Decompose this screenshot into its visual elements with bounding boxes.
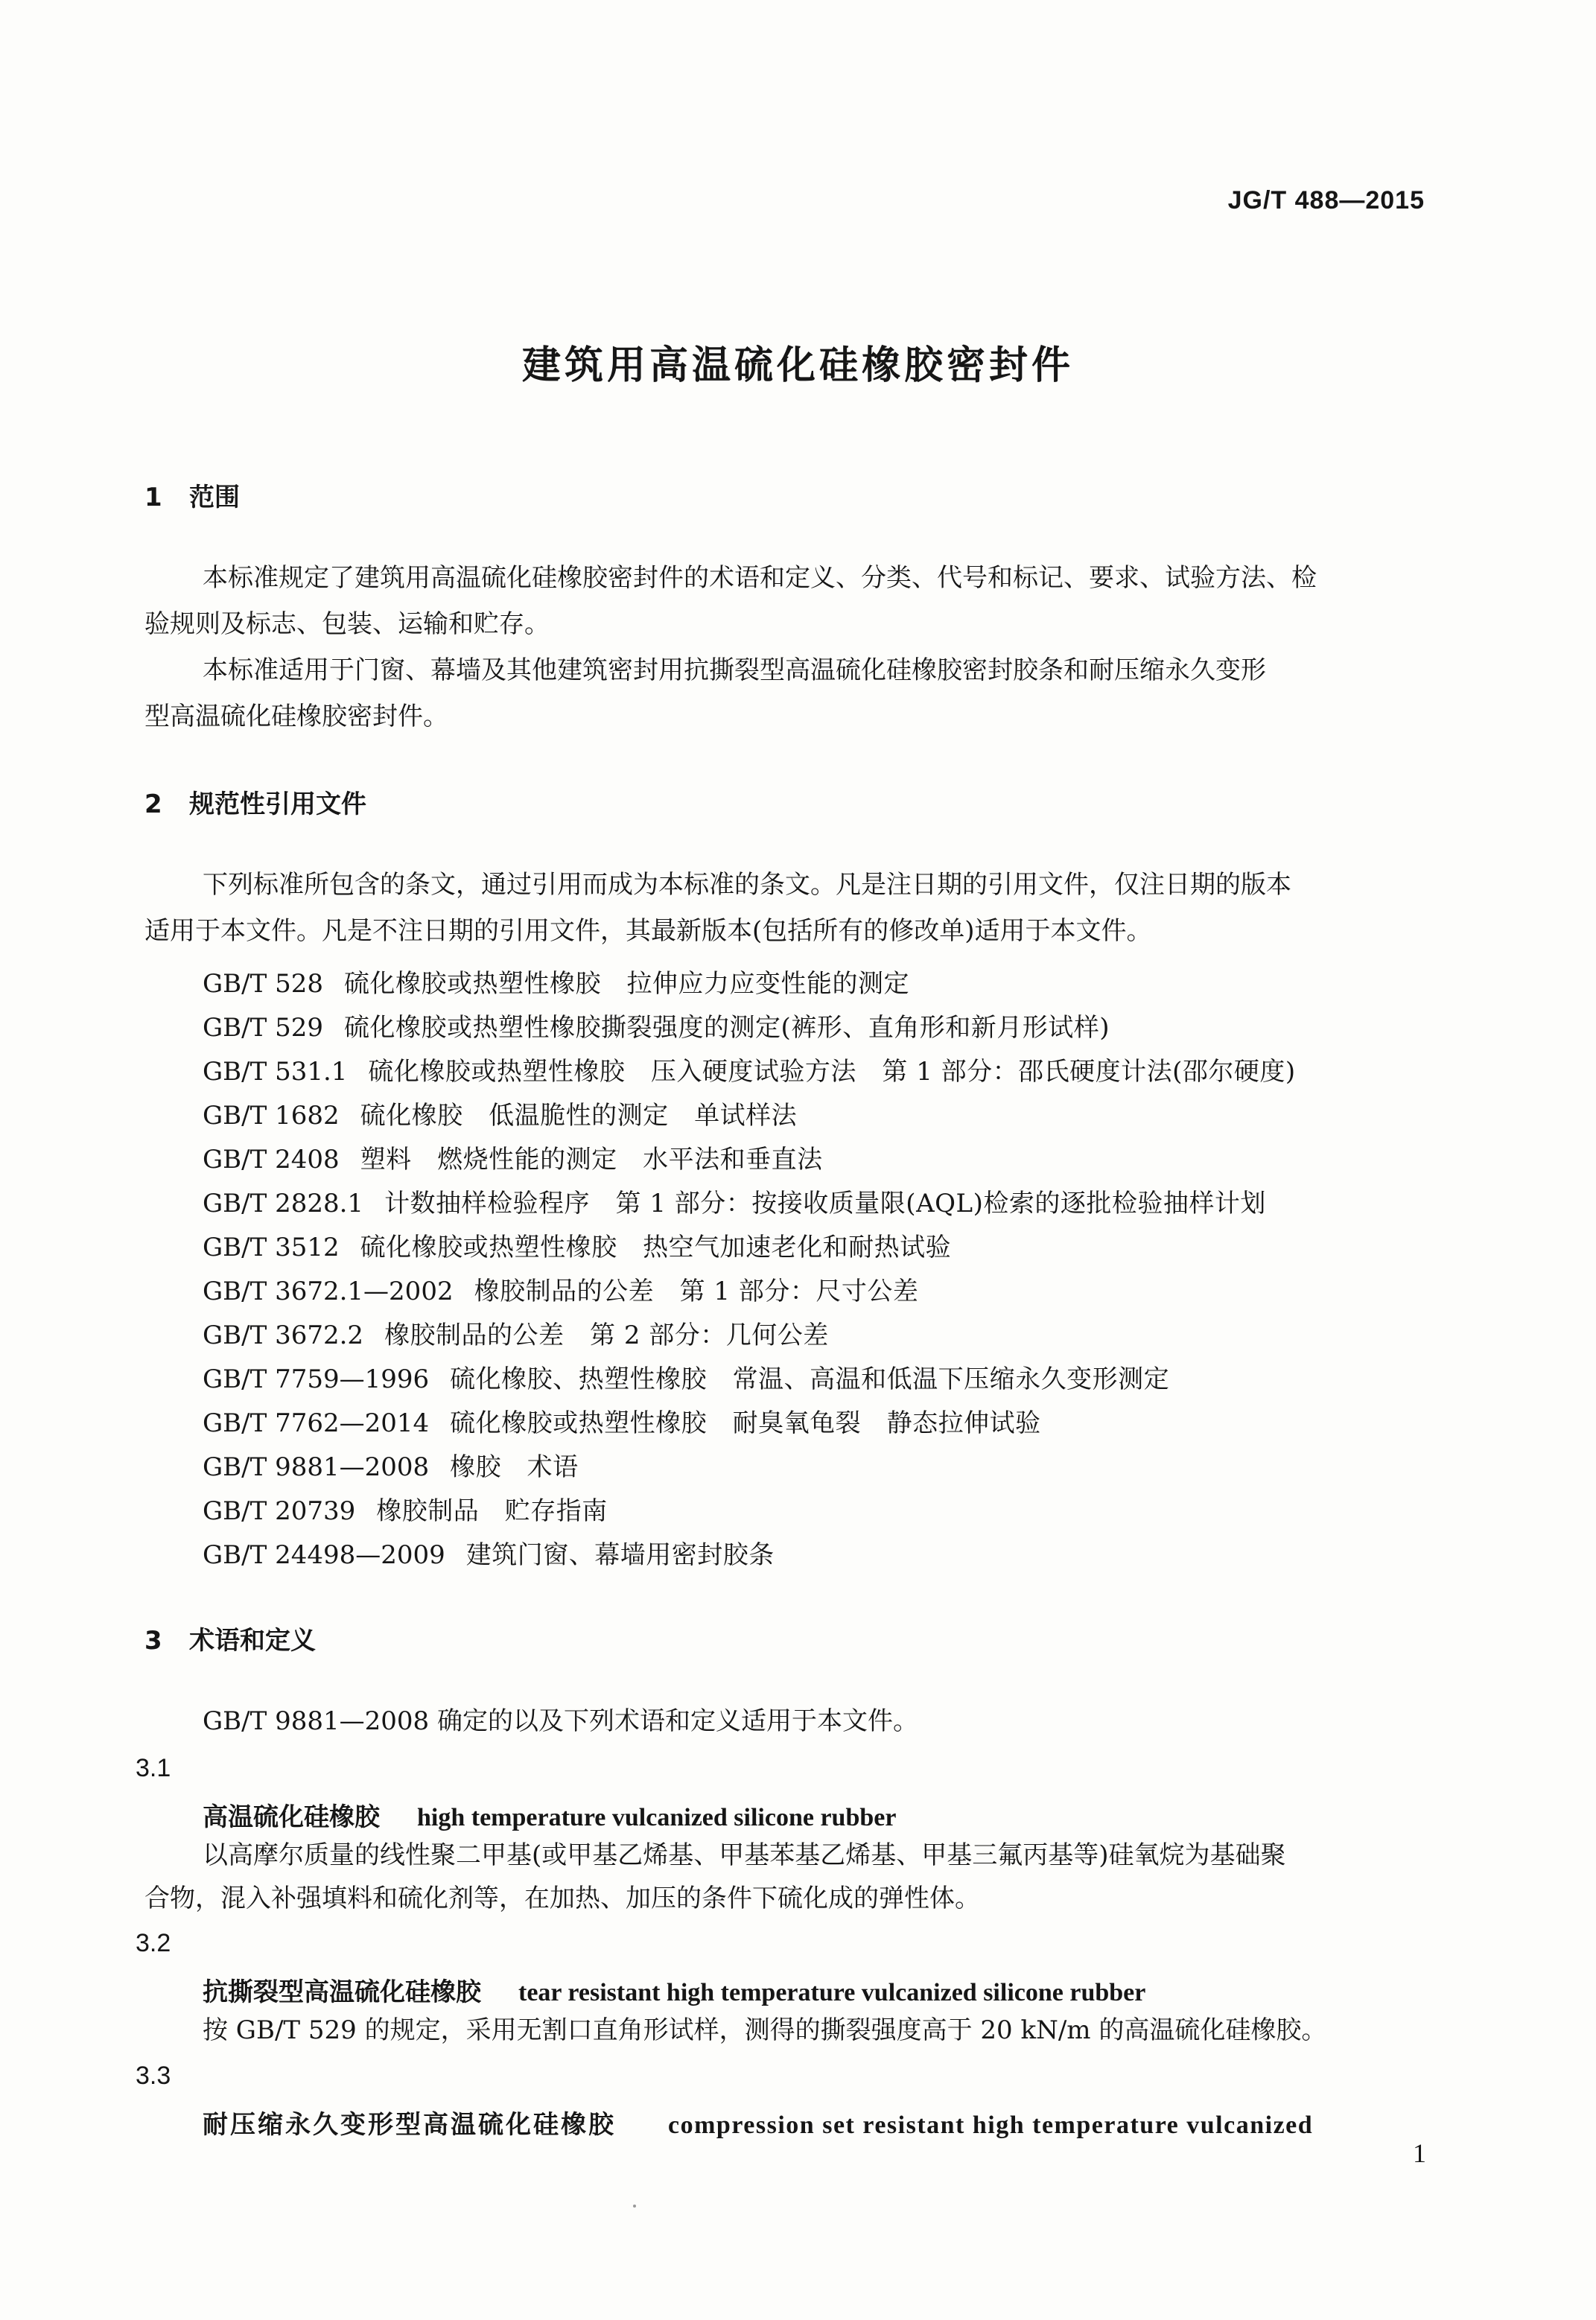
reference-title: 硫化橡胶或热塑性橡胶 拉伸应力应变性能的测定: [343, 969, 909, 999]
section-3-heading: [144, 1620, 316, 1656]
section-title: 范围: [189, 483, 240, 512]
reference-item: [203, 963, 909, 999]
paragraph-line: GB/T 9881—2008 确定的以及下列术语和定义适用于本文件。: [203, 1706, 918, 1736]
reference-code: GB/T 2408: [203, 1145, 340, 1175]
reference-title: 橡胶制品的公差 第 2 部分：几何公差: [384, 1321, 829, 1350]
reference-item: [203, 1402, 1041, 1439]
section-2-heading: [144, 784, 366, 820]
reference-title: 硫化橡胶或热塑性橡胶 压入硬度试验方法 第 1 部分：邵氏硬度计法(邵尔硬度): [368, 1057, 1296, 1087]
document-title: 建筑用高温硫化硅橡胶密封件: [521, 343, 1074, 388]
term-number: 3.2: [136, 1929, 171, 1957]
term-number: 3.1: [136, 1754, 171, 1782]
section-title: 规范性引用文件: [189, 789, 366, 819]
reference-title: 橡胶制品 贮存指南: [376, 1496, 608, 1526]
reference-item: [203, 1446, 579, 1483]
term-number: 3.3: [136, 2062, 171, 2090]
term-en: tear resistant high temperature vulcanized silicone rubber: [518, 1979, 1146, 2006]
reference-code: GB/T 9881—2008: [203, 1452, 430, 1482]
section-number: 2: [144, 789, 162, 819]
term-en: high temperature vulcanized silicone rubber: [417, 1804, 897, 1831]
section-number: 1: [144, 483, 162, 512]
reference-item: [203, 1095, 797, 1131]
reference-code: GB/T 528: [203, 969, 323, 999]
reference-code: GB/T 20739: [203, 1496, 356, 1526]
reference-title: 硫化橡胶或热塑性橡胶 耐臭氧龟裂 静态拉伸试验: [450, 1408, 1041, 1438]
reference-code: GB/T 3672.2: [203, 1321, 364, 1350]
definition-line: 合物，混入补强填料和硫化剂等，在加热、加压的条件下硫化成的弹性体。: [144, 1884, 980, 1913]
reference-title: 橡胶 术语: [450, 1452, 579, 1482]
reference-item: [203, 1534, 775, 1571]
term-name: [203, 2104, 1313, 2141]
reference-code: GB/T 3672.1—2002: [203, 1277, 454, 1306]
reference-title: 计数抽样检验程序 第 1 部分：按接收质量限(AQL)检索的逐批检验抽样计划: [384, 1189, 1266, 1218]
reference-item: [203, 1490, 608, 1527]
reference-code: GB/T 529: [203, 1013, 323, 1043]
term-name: [203, 1796, 896, 1833]
term-zh: 耐压缩永久变形型高温硫化硅橡胶: [203, 2110, 616, 2140]
reference-title: 橡胶制品的公差 第 1 部分：尺寸公差: [474, 1277, 919, 1306]
reference-title: 硫化橡胶、热塑性橡胶 常温、高温和低温下压缩永久变形测定: [450, 1364, 1170, 1394]
paragraph-line: 下列标准所包含的条文，通过引用而成为本标准的条文。凡是注日期的引用文件，仅注日期的版本: [203, 870, 1291, 900]
standard-code: JG/T 488—2015: [1227, 186, 1425, 214]
definition-line: 按 GB/T 529 的规定，采用无割口直角形试样，测得的撕裂强度高于 20 kN/m 的高温硫化硅橡胶。: [203, 2015, 1327, 2045]
reference-item: [203, 1051, 1296, 1087]
reference-title: 塑料 燃烧性能的测定 水平法和垂直法: [360, 1145, 823, 1175]
scan-speck: [633, 2205, 636, 2208]
reference-title: 硫化橡胶或热塑性橡胶撕裂强度的测定(裤形、直角形和新月形试样): [343, 1013, 1110, 1043]
reference-code: GB/T 531.1: [203, 1057, 348, 1087]
term-zh: 高温硫化硅橡胶: [203, 1802, 380, 1832]
reference-title: 硫化橡胶 低温脆性的测定 单试样法: [360, 1101, 798, 1131]
reference-code: GB/T 2828.1: [203, 1189, 364, 1218]
page-number: 1: [1413, 2138, 1426, 2168]
reference-item: [203, 1315, 829, 1351]
reference-code: GB/T 7762—2014: [203, 1408, 430, 1438]
reference-item: [203, 1358, 1169, 1395]
reference-code: GB/T 7759—1996: [203, 1364, 430, 1394]
definition-line: 以高摩尔质量的线性聚二甲基(或甲基乙烯基、甲基苯基乙烯基、甲基三氟丙基等)硅氧烷为基础聚: [203, 1840, 1286, 1870]
reference-item: [203, 1007, 1110, 1043]
paragraph-line: 验规则及标志、包装、运输和贮存。: [144, 609, 550, 639]
reference-item: [203, 1139, 823, 1175]
section-1-heading: [144, 477, 240, 513]
reference-title: 建筑门窗、幕墙用密封胶条: [465, 1540, 775, 1570]
term-zh: 抗撕裂型高温硫化硅橡胶: [203, 1977, 481, 2007]
reference-code: GB/T 1682: [203, 1101, 340, 1131]
reference-item: [203, 1271, 918, 1307]
reference-title: 硫化橡胶或热塑性橡胶 热空气加速老化和耐热试验: [360, 1233, 952, 1262]
section-number: 3: [144, 1626, 162, 1656]
reference-code: GB/T 24498—2009: [203, 1540, 445, 1570]
reference-item: [203, 1183, 1266, 1219]
section-title: 术语和定义: [189, 1626, 316, 1656]
paragraph-line: 本标准规定了建筑用高温硫化硅橡胶密封件的术语和定义、分类、代号和标记、要求、试验方法、检: [203, 563, 1317, 593]
paragraph-line: 型高温硫化硅橡胶密封件。: [144, 702, 448, 731]
reference-code: GB/T 3512: [203, 1233, 340, 1262]
reference-item: [203, 1227, 951, 1263]
paragraph-line: 适用于本文件。凡是不注日期的引用文件，其最新版本(包括所有的修改单)适用于本文件。: [144, 916, 1152, 946]
paragraph-line: 本标准适用于门窗、幕墙及其他建筑密封用抗撕裂型高温硫化硅橡胶密封胶条和耐压缩永久变形: [203, 655, 1266, 685]
term-name: [203, 1971, 1145, 2008]
term-en: compression set resistant high temperature vulcanized: [668, 2111, 1314, 2139]
